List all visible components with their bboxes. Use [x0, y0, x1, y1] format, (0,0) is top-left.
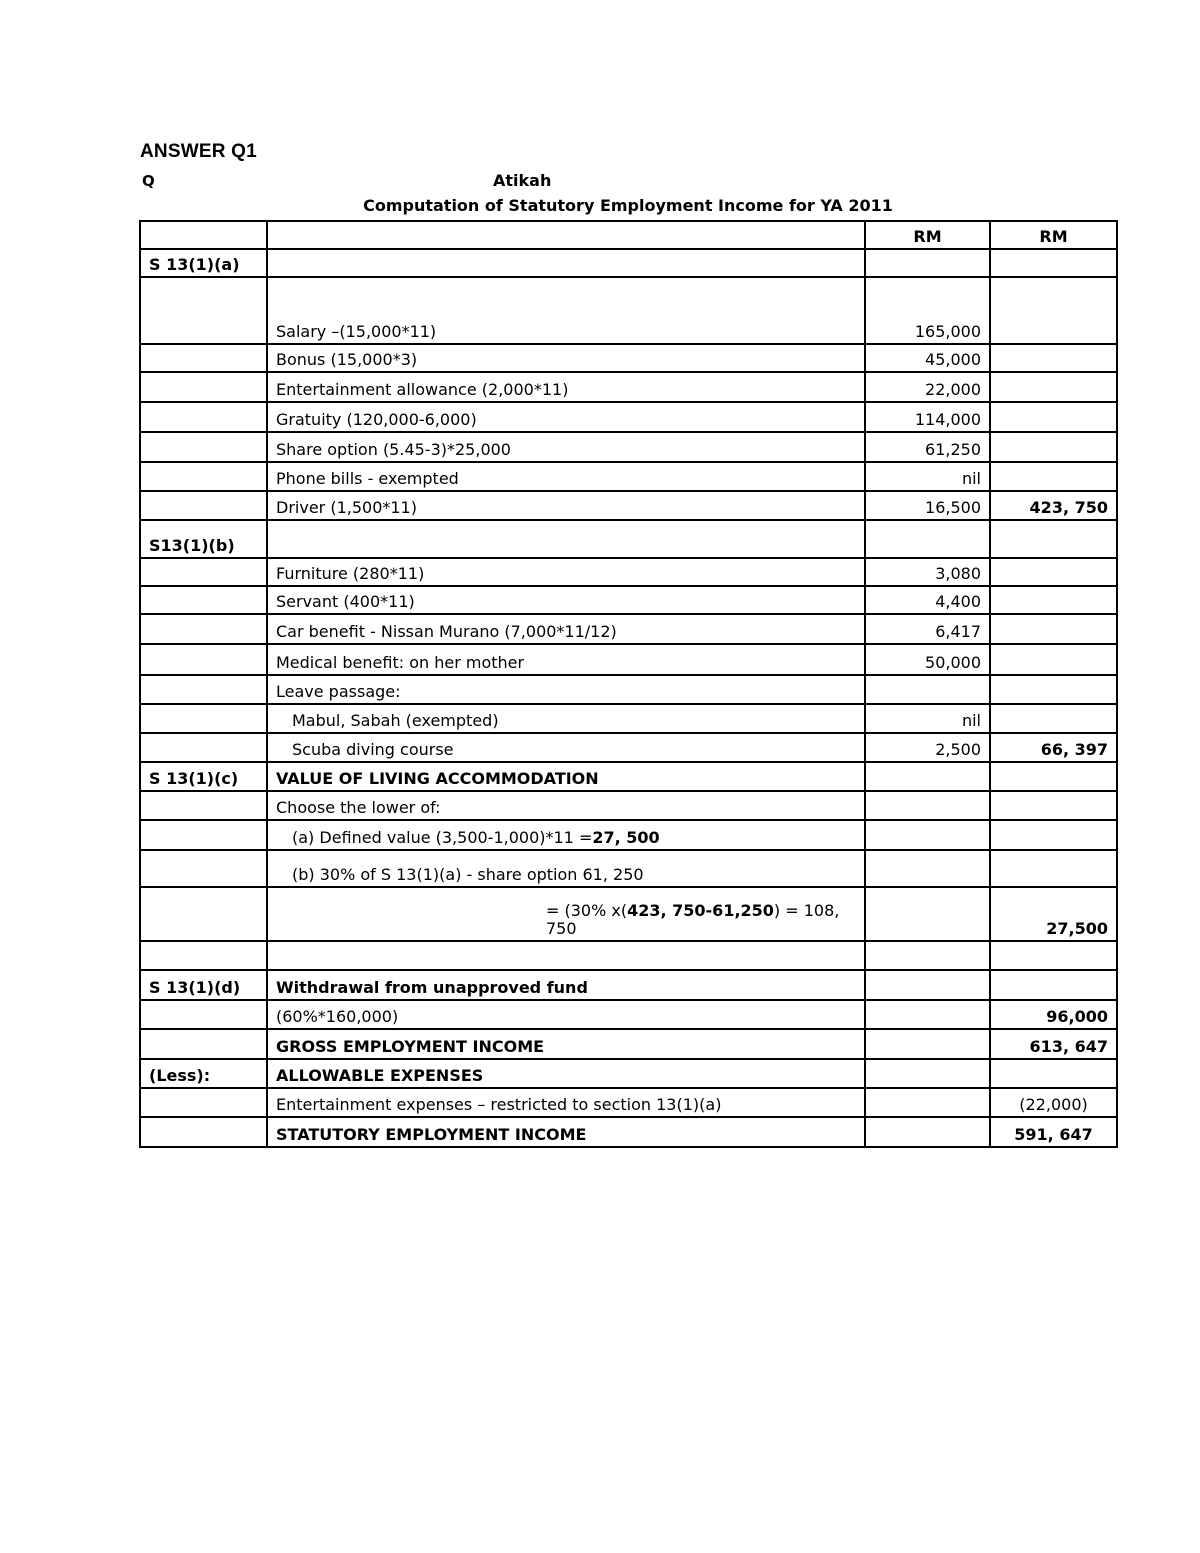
- salary-desc: Salary –(15,000*11): [267, 277, 865, 344]
- salary-amount: 165,000: [865, 277, 990, 344]
- choose-lower-desc: Choose the lower of:: [267, 791, 865, 820]
- table-row: [140, 1029, 1117, 1059]
- header-cell-description: [267, 221, 865, 249]
- mabul-amount: nil: [865, 704, 990, 733]
- table-row: [140, 941, 1117, 970]
- table-row: [140, 1000, 1117, 1029]
- entertainment-desc: Entertainment allowance (2,000*11): [267, 372, 865, 402]
- entertainment-amount: 22,000: [865, 372, 990, 402]
- table-row: [140, 402, 1117, 432]
- computation-table: [139, 220, 1118, 1148]
- entertainment-expenses-amount: (22,000): [990, 1088, 1117, 1117]
- s13c-amount: 27,500: [990, 887, 1117, 941]
- statutory-income-amount: 591, 647: [990, 1117, 1117, 1147]
- car-benefit-amount: 6,417: [865, 614, 990, 644]
- table-row: [140, 344, 1117, 372]
- header-cell-rm-2: RM: [990, 221, 1117, 249]
- table-row: [140, 970, 1117, 1000]
- gross-income-amount: 613, 647: [990, 1029, 1117, 1059]
- table-row: [140, 704, 1117, 733]
- table-row: [140, 520, 1117, 558]
- table-row: [140, 491, 1117, 520]
- servant-amount: 4,400: [865, 586, 990, 614]
- taxpayer-name: Atikah: [493, 171, 552, 190]
- table-row: [140, 614, 1117, 644]
- phone-bills-desc: Phone bills - exempted: [267, 462, 865, 491]
- car-benefit-desc: Car benefit - Nissan Murano (7,000*11/12): [267, 614, 865, 644]
- furniture-desc: Furniture (280*11): [267, 558, 865, 586]
- thirty-pct-calc-suffix: ) = 108, 750: [546, 901, 840, 938]
- thirty-pct-desc: (b) 30% of S 13(1)(a) - share option 61, 250: [267, 850, 865, 887]
- living-accom-desc: VALUE OF LIVING ACCOMMODATION: [267, 762, 865, 791]
- scuba-amount: 2,500: [865, 733, 990, 762]
- table-row: [140, 462, 1117, 491]
- table-row: [140, 733, 1117, 762]
- table-row: [140, 791, 1117, 820]
- gratuity-desc: Gratuity (120,000-6,000): [267, 402, 865, 432]
- defined-value-text: (a) Defined value (3,500-1,000)*11 =: [292, 828, 593, 847]
- table-row: [140, 1088, 1117, 1117]
- header-cell-rm-1: RM: [865, 221, 990, 249]
- table-row: [140, 586, 1117, 614]
- section-label-s13b: S13(1)(b): [140, 520, 267, 558]
- gross-income-desc: GROSS EMPLOYMENT INCOME: [267, 1029, 865, 1059]
- table-row: [140, 675, 1117, 704]
- mabul-desc: Mabul, Sabah (exempted): [267, 704, 865, 733]
- table-row: [140, 820, 1117, 850]
- thirty-pct-calc-prefix: = (30% x(: [546, 901, 628, 920]
- table-row: [140, 644, 1117, 675]
- table-row: [140, 1059, 1117, 1088]
- table-header-row: [140, 221, 1117, 249]
- driver-desc: Driver (1,500*11): [267, 491, 865, 520]
- section-label-s13c: S 13(1)(c): [140, 762, 267, 791]
- furniture-amount: 3,080: [865, 558, 990, 586]
- table-row: [140, 432, 1117, 462]
- section-label-s13a: S 13(1)(a): [140, 249, 267, 277]
- bonus-amount: 45,000: [865, 344, 990, 372]
- s13a-subtotal: 423, 750: [990, 491, 1117, 520]
- withdrawal-desc: Withdrawal from unapproved fund: [267, 970, 865, 1000]
- entertainment-expenses-desc: Entertainment expenses – restricted to section 13(1)(a): [267, 1088, 865, 1117]
- table-row: [140, 887, 1117, 941]
- computation-title: Computation of Statutory Employment Income for YA 2011: [363, 196, 893, 215]
- withdrawal-amount: 96,000: [990, 1000, 1117, 1029]
- thirty-pct-calc-bold: 423, 750-61,250: [627, 901, 774, 920]
- defined-value-amount: 27, 500: [592, 828, 660, 847]
- table-row: [140, 372, 1117, 402]
- driver-amount: 16,500: [865, 491, 990, 520]
- defined-value-desc: [267, 820, 865, 850]
- servant-desc: Servant (400*11): [267, 586, 865, 614]
- answer-heading: ANSWER Q1: [140, 141, 257, 162]
- question-label: Q: [142, 172, 155, 190]
- medical-amount: 50,000: [865, 644, 990, 675]
- bonus-desc: Bonus (15,000*3): [267, 344, 865, 372]
- section-label-s13d: S 13(1)(d): [140, 970, 267, 1000]
- table-row: [140, 558, 1117, 586]
- share-option-desc: Share option (5.45-3)*25,000: [267, 432, 865, 462]
- medical-desc: Medical benefit: on her mother: [267, 644, 865, 675]
- withdrawal-calc-desc: (60%*160,000): [267, 1000, 865, 1029]
- allowable-expenses-desc: ALLOWABLE EXPENSES: [267, 1059, 865, 1088]
- phone-bills-amount: nil: [865, 462, 990, 491]
- table-row: [140, 850, 1117, 887]
- gratuity-amount: 114,000: [865, 402, 990, 432]
- table-row: [140, 277, 1117, 344]
- scuba-desc: Scuba diving course: [267, 733, 865, 762]
- thirty-pct-calc-text: [546, 902, 846, 938]
- table-row: [140, 1117, 1117, 1147]
- header-cell-section: [140, 221, 267, 249]
- table-row: [140, 762, 1117, 791]
- statutory-income-desc: STATUTORY EMPLOYMENT INCOME: [267, 1117, 865, 1147]
- s13b-subtotal: 66, 397: [990, 733, 1117, 762]
- leave-passage-desc: Leave passage:: [267, 675, 865, 704]
- less-label: (Less):: [140, 1059, 267, 1088]
- thirty-pct-calc: [267, 887, 865, 941]
- share-option-amount: 61,250: [865, 432, 990, 462]
- table-row: [140, 249, 1117, 277]
